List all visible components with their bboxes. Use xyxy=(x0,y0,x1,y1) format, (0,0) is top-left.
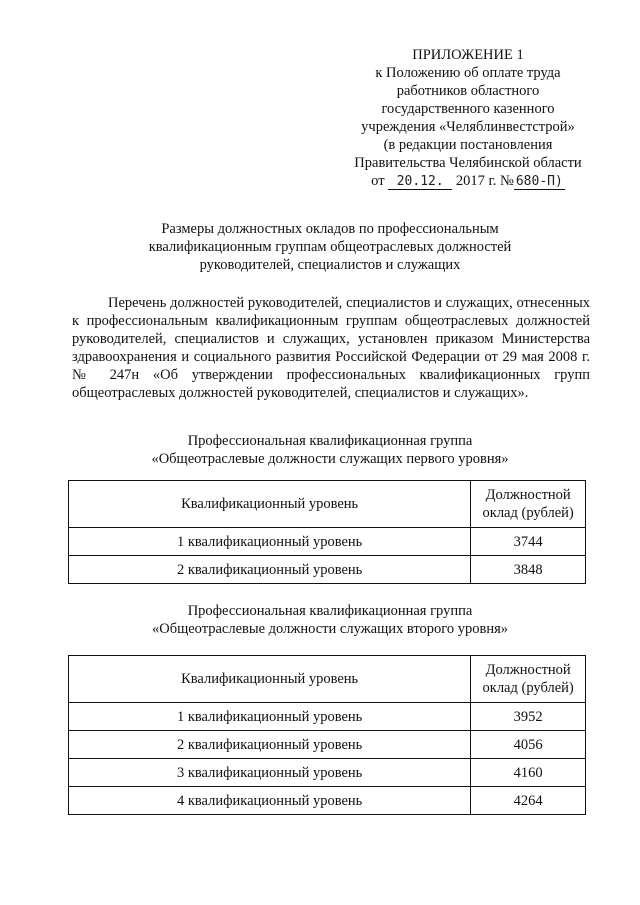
header-salary xyxy=(471,481,586,528)
title-line: Размеры должностных окладов по профессиональным xyxy=(161,221,499,237)
appendix-line: государственного казенного xyxy=(381,101,555,117)
appendix-block xyxy=(318,46,618,190)
header-salary xyxy=(471,656,586,703)
header-level: Квалификационный уровень xyxy=(69,481,471,528)
appendix-date-line xyxy=(318,172,618,190)
salary-cell: 4056 xyxy=(471,731,586,759)
intro-paragraph: Перечень должностей руководителей, специалистов и служащих, отнесенных к профессиональным квалификационным группам общеотраслевых должностей руководителей, специалистов и служащих, установлен приказом Министерства здравоохранения и социального развития Российской Федерации от 29 мая 2008 г. № 247н «Об утверждении профессиональных квалификационных групп общеотраслевых должностей руководителей, специалистов и служащих». xyxy=(72,295,590,401)
document-number: 680-П xyxy=(515,174,555,189)
appendix-line: Правительства Челябинской области xyxy=(354,155,582,171)
group-title-line: «Общеотраслевые должности служащих второго уровня» xyxy=(151,621,509,637)
header-salary-line: Должностной xyxy=(485,487,571,503)
group-2-title xyxy=(60,602,600,638)
header-level: Квалификационный уровень xyxy=(69,656,471,703)
appendix-line: (в редакции постановления xyxy=(383,137,553,153)
table-header-row xyxy=(69,481,586,528)
table-header-row xyxy=(69,656,586,703)
title-line: квалификационным группам общеотраслевых должностей xyxy=(148,239,512,255)
salary-table-2 xyxy=(68,655,586,815)
salary-cell: 4160 xyxy=(471,759,586,787)
table-row xyxy=(69,528,586,556)
group-title-line: «Общеотраслевые должности служащих первого уровня» xyxy=(151,451,509,467)
date-prefix: от xyxy=(371,173,385,189)
salary-cell: 4264 xyxy=(471,787,586,815)
salary-cell: 3744 xyxy=(471,528,586,556)
group-title-line: Профессиональная квалификационная группа xyxy=(187,433,473,449)
appendix-heading: ПРИЛОЖЕНИЕ 1 xyxy=(412,47,524,63)
level-cell: 2 квалификационный уровень xyxy=(69,556,471,584)
group-1-title xyxy=(60,432,600,468)
closing-paren: ) xyxy=(555,174,563,189)
title-line: руководителей, специалистов и служащих xyxy=(199,257,461,273)
header-salary-line: Должностной xyxy=(485,662,571,678)
year-text: 2017 г. № xyxy=(455,173,514,189)
level-cell: 1 квалификационный уровень xyxy=(69,703,471,731)
table-row xyxy=(69,556,586,584)
table-row xyxy=(69,731,586,759)
salary-cell: 3952 xyxy=(471,703,586,731)
header-salary-line: оклад (рублей) xyxy=(482,680,574,696)
table-row xyxy=(69,759,586,787)
appendix-line: к Положению об оплате труда xyxy=(375,65,561,81)
document-title xyxy=(60,220,600,274)
level-cell: 2 квалификационный уровень xyxy=(69,731,471,759)
level-cell: 1 квалификационный уровень xyxy=(69,528,471,556)
table-row xyxy=(69,703,586,731)
appendix-line: работников областного xyxy=(396,83,540,99)
appendix-line: учреждения «Челяблинвестстрой» xyxy=(361,119,575,135)
salary-table-1 xyxy=(68,480,586,584)
handwritten-date: 20.12. xyxy=(388,174,452,190)
table-row xyxy=(69,787,586,815)
header-salary-line: оклад (рублей) xyxy=(482,505,574,521)
group-title-line: Профессиональная квалификационная группа xyxy=(187,603,473,619)
salary-cell: 3848 xyxy=(471,556,586,584)
level-cell: 3 квалификационный уровень xyxy=(69,759,471,787)
handwritten-number xyxy=(514,174,565,190)
level-cell: 4 квалификационный уровень xyxy=(69,787,471,815)
